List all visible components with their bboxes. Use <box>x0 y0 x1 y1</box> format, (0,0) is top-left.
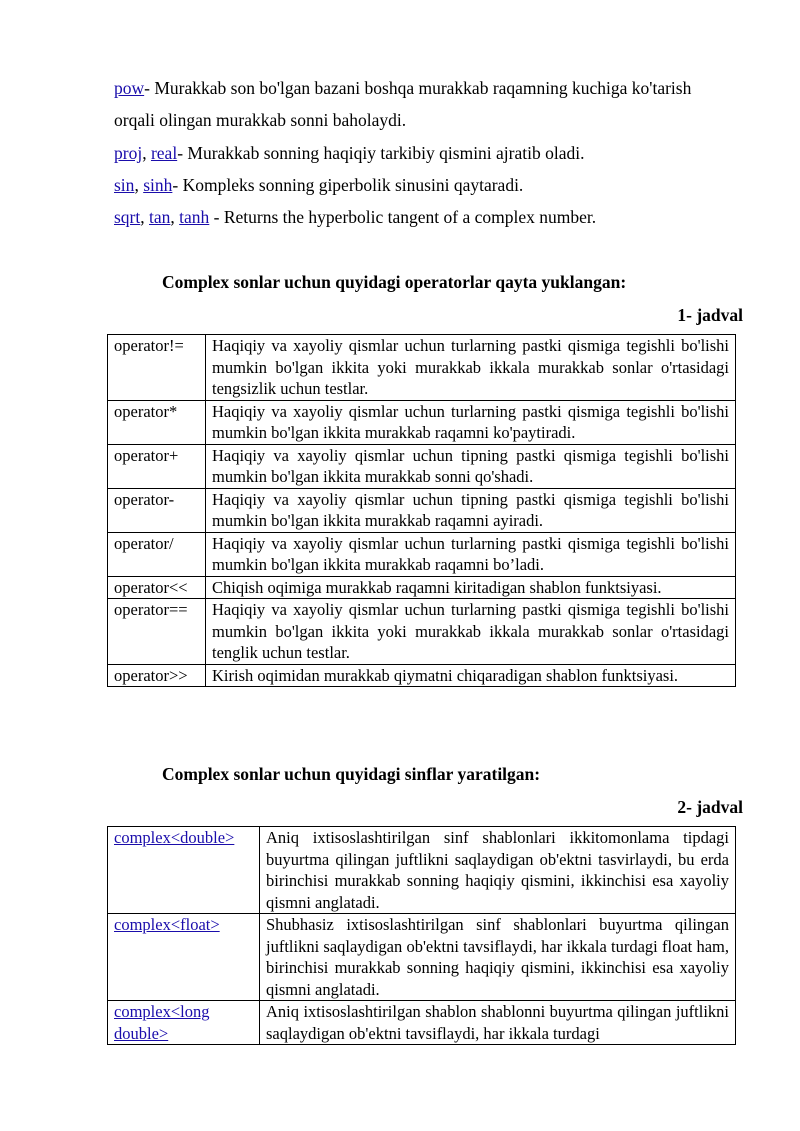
class-row <box>108 914 736 1001</box>
intro-text: - Murakkab sonning haqiqiy tarkibiy qismini ajratib oladi. <box>177 143 585 163</box>
intro-line-continuation <box>114 110 406 130</box>
operator-row <box>108 400 736 444</box>
class-row <box>108 827 736 914</box>
operator-row <box>108 444 736 488</box>
link-tan[interactable]: tan <box>149 207 171 227</box>
class-description: Aniq ixtisoslashtirilgan shablon shablonni buyurtma qilingan juftlikni saqlaydigan ob'ektni tavsiflaydi, har ikkala turdagi <box>260 1001 736 1045</box>
class-cell <box>108 827 260 914</box>
intro-text: - Returns the hyperbolic tangent of a complex number. <box>209 207 597 227</box>
link-proj[interactable]: proj <box>114 143 143 163</box>
operator-description: Chiqish oqimiga murakkab raqamni kiritadigan shablon funktsiyasi. <box>206 576 736 599</box>
operator-description: Haqiqiy va xayoliy qismlar uchun tipning pastki qismiga tegishli bo'lishi mumkin bo'lgan ikkita murakkab raqamni ayiradi. <box>206 488 736 532</box>
operator-name: operator* <box>108 400 206 444</box>
operator-name: operator>> <box>108 664 206 687</box>
operators-table <box>107 334 736 687</box>
link-pow[interactable]: pow <box>114 78 145 98</box>
table2-label: 2- jadval <box>677 797 743 817</box>
section1-heading: Complex sonlar uchun quyidagi operatorlar qayta yuklangan: <box>162 272 627 292</box>
intro-line-sin-sinh: sin, sinh- Kompleks sonning giperbolik sinusini qaytaradi. <box>114 175 524 195</box>
link-sqrt[interactable]: sqrt <box>114 207 141 227</box>
table1-label: 1- jadval <box>677 305 743 325</box>
classes-table <box>107 826 736 1045</box>
operator-row <box>108 335 736 401</box>
operator-row <box>108 488 736 532</box>
link-sinh[interactable]: sinh <box>143 175 173 195</box>
class-link[interactable]: complex<float> <box>114 915 220 934</box>
operator-name: operator!= <box>108 335 206 401</box>
operator-description: Haqiqiy va xayoliy qismlar uchun tipning pastki qismiga tegishli bo'lishi mumkin bo'lgan ikkita murakkab sonni qo'shadi. <box>206 444 736 488</box>
link-real[interactable]: real <box>150 143 178 163</box>
intro-line-pow <box>114 78 691 98</box>
class-description: Shubhasiz ixtisoslashtirilgan sinf shablonlari buyurtma qilingan juftlikni saqlaydigan ob'ektni tavsiflaydi, har ikkala turdagi float ham, birinchisi murakkab sonning haqiqiy qismini, ikkinchisi esa xayoliy qismni anglatadi. <box>260 914 736 1001</box>
operator-name: operator- <box>108 488 206 532</box>
class-cell <box>108 1001 260 1045</box>
class-cell <box>108 914 260 1001</box>
link-tanh[interactable]: tanh <box>179 207 210 227</box>
intro-text: orqali olingan murakkab sonni baholaydi. <box>114 110 407 130</box>
operator-name: operator+ <box>108 444 206 488</box>
intro-line-sqrt-tan-tanh: sqrt, tan, tanh - Returns the hyperbolic tangent of a complex number. <box>114 207 597 227</box>
operator-name: operator<< <box>108 576 206 599</box>
intro-line-proj-real: proj, real- Murakkab sonning haqiqiy tarkibiy qismini ajratib oladi. <box>114 143 585 163</box>
operator-name: operator== <box>108 599 206 665</box>
operator-name: operator/ <box>108 532 206 576</box>
operator-description: Haqiqiy va xayoliy qismlar uchun turlarning pastki qismiga tegishli bo'lishi mumkin bo'lgan ikkita yoki murakkab ikkala murakkab sonlar o'rtasidagi tengsizlik uchun testlar. <box>206 335 736 401</box>
operator-description: Haqiqiy va xayoliy qismlar uchun turlarning pastki qismiga tegishli bo'lishi mumkin bo'lgan ikkita murakkab raqamni ko'paytiradi. <box>206 400 736 444</box>
class-link[interactable]: complex<long double> <box>114 1002 210 1043</box>
operator-description: Haqiqiy va xayoliy qismlar uchun turlarning pastki qismiga tegishli bo'lishi mumkin bo'lgan ikkita murakkab raqamni bo’ladi. <box>206 532 736 576</box>
operator-row <box>108 576 736 599</box>
section2-heading: Complex sonlar uchun quyidagi sinflar yaratilgan: <box>162 764 541 784</box>
operator-description: Kirish oqimidan murakkab qiymatni chiqaradigan shablon funktsiyasi. <box>206 664 736 687</box>
operator-row <box>108 664 736 687</box>
operator-row <box>108 532 736 576</box>
intro-text: - Kompleks sonning giperbolik sinusini qaytaradi. <box>172 175 524 195</box>
class-row <box>108 1001 736 1045</box>
link-sin[interactable]: sin <box>114 175 135 195</box>
operator-row <box>108 599 736 665</box>
class-link[interactable]: complex<double> <box>114 828 235 847</box>
page-bottom-margin <box>0 1049 800 1131</box>
class-description: Aniq ixtisoslashtirilgan sinf shablonlari ikkitomonlama tipdagi buyurtma qilingan juftlikni saqlaydigan ob'ektni tasvirlaydi, bu erda birinchisi murakkab sonning haqiqiy qismini, ikkinchisi esa xayoliy qismni anglatadi. <box>260 827 736 914</box>
operator-description: Haqiqiy va xayoliy qismlar uchun turlarning pastki qismiga tegishli bo'lishi mumkin bo'lgan ikkita yoki murakkab ikkala murakkab sonlar o'rtasidagi tenglik uchun testlar. <box>206 599 736 665</box>
intro-text: - Murakkab son bo'lgan bazani boshqa murakkab raqamning kuchiga ko'tarish <box>144 78 692 98</box>
